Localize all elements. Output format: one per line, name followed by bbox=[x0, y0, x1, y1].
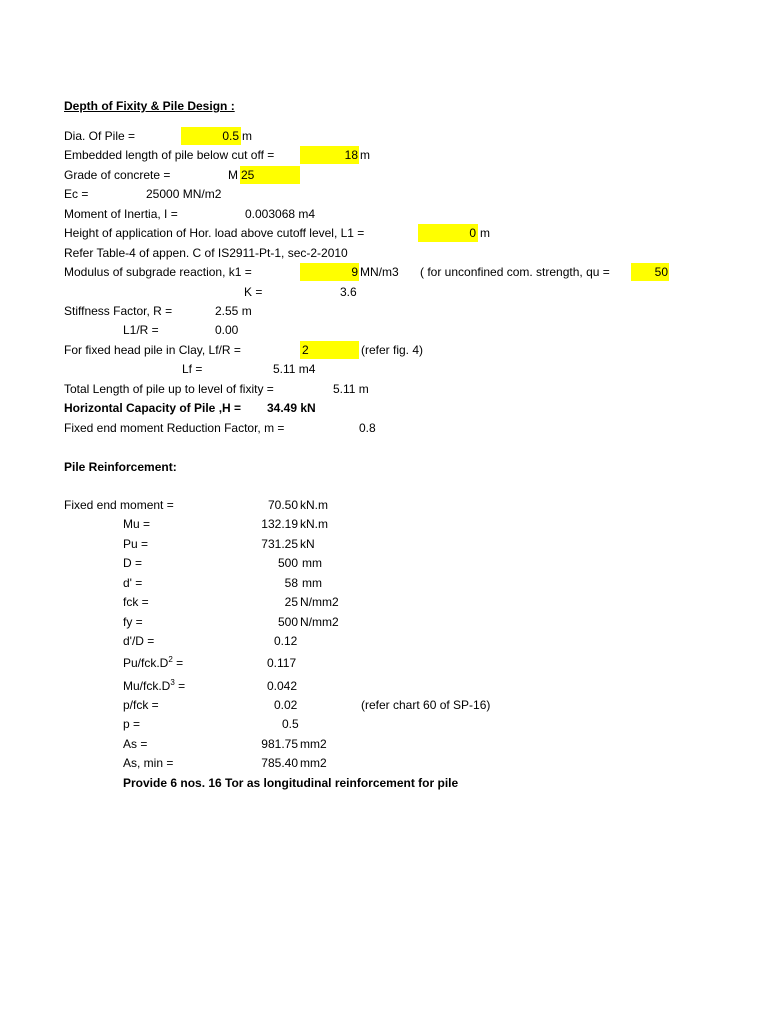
fy-label: fy = bbox=[123, 615, 143, 629]
qu-value: 50 bbox=[654, 265, 668, 279]
stiffness-label: Stiffness Factor, R = bbox=[64, 304, 173, 318]
reduction-value: 0.8 bbox=[359, 421, 376, 435]
provide-note: Provide 6 nos. 16 Tor as longitudinal reinforcement for pile bbox=[123, 776, 459, 790]
as-unit: mm2 bbox=[300, 737, 327, 751]
as-value: 981.75 bbox=[261, 737, 298, 751]
fem-label: Fixed end moment = bbox=[64, 498, 174, 512]
pu-fck-value: 0.117 bbox=[267, 656, 297, 670]
height-value: 0 bbox=[469, 226, 476, 240]
modulus-unit: MN/m3 bbox=[360, 265, 399, 279]
horizontal-capacity-value: 34.49 kN bbox=[267, 401, 316, 415]
l1r-value: 0.00 bbox=[215, 323, 239, 337]
stiffness-value: 2.55 m bbox=[215, 304, 252, 318]
lf-value: 5.11 m4 bbox=[273, 362, 316, 376]
total-length-label: Total Length of pile up to level of fixity = bbox=[64, 382, 274, 396]
mu-value: 132.19 bbox=[261, 517, 298, 531]
dprime-over-d-label: d'/D = bbox=[123, 634, 155, 648]
p-fck-ref: (refer chart 60 of SP-16) bbox=[361, 698, 491, 712]
dia-label: Dia. Of Pile = bbox=[64, 129, 136, 143]
moi-value: 0.003068 m4 bbox=[245, 207, 316, 221]
modulus-value: 9 bbox=[351, 265, 358, 279]
embed-value: 18 bbox=[344, 148, 358, 162]
horizontal-capacity-label: Horizontal Capacity of Pile ,H = bbox=[64, 401, 242, 415]
fy-unit: N/mm2 bbox=[300, 615, 339, 629]
fck-label: fck = bbox=[123, 595, 149, 609]
moi-label: Moment of Inertia, I = bbox=[64, 207, 178, 221]
pu-fck-label: $Pu/fck.D^2$ = bbox=[123, 655, 184, 670]
height-unit: m bbox=[480, 226, 490, 240]
p-fck-label: p/fck = bbox=[123, 698, 159, 712]
pu-fck-exponent: 2 bbox=[168, 655, 173, 664]
embed-unit: m bbox=[360, 148, 370, 162]
pu-label: Pu = bbox=[123, 537, 149, 551]
height-label: Height of application of Hor. load above cutoff level, L1 = bbox=[64, 226, 365, 240]
fy-value: 500 bbox=[277, 615, 298, 629]
page-title: Depth of Fixity & Pile Design : bbox=[64, 99, 235, 113]
l1r-label: L1/R = bbox=[123, 323, 159, 337]
pu-value: 731.25 bbox=[261, 537, 298, 551]
dia-unit: m bbox=[242, 129, 252, 143]
as-label: As = bbox=[123, 737, 148, 751]
grade-value: 25 bbox=[241, 168, 255, 182]
grade-prefix: M bbox=[228, 168, 238, 182]
d-label: D = bbox=[123, 556, 143, 570]
ec-label: Ec = bbox=[64, 187, 89, 201]
p-label: p = bbox=[123, 717, 141, 731]
dprime-over-d-value: 0.12 bbox=[274, 634, 298, 648]
k-value: 3.6 bbox=[340, 285, 357, 299]
fem-value: 70.50 bbox=[267, 498, 298, 512]
p-value: 0.5 bbox=[282, 717, 299, 731]
total-length-value: 5.11 m bbox=[333, 382, 369, 396]
embed-label: Embedded length of pile below cut off = bbox=[64, 148, 275, 162]
p-fck-value: 0.02 bbox=[274, 698, 298, 712]
as-min-unit: mm2 bbox=[300, 756, 327, 770]
mu-fck-exponent: 3 bbox=[170, 678, 175, 687]
dprime-unit: mm bbox=[302, 576, 322, 590]
grade-label: Grade of concrete = bbox=[64, 168, 171, 182]
mu-fck-label: $Mu/fck.D^3$ = bbox=[123, 678, 186, 693]
refer-table-note: Refer Table-4 of appen. C of IS2911-Pt-1, sec-2-2010 bbox=[64, 246, 348, 260]
d-value: 500 bbox=[277, 556, 298, 570]
ec-value: 25000 MN/m2 bbox=[146, 187, 222, 201]
fem-unit: kN.m bbox=[300, 498, 328, 512]
dprime-value: 58 bbox=[284, 576, 298, 590]
reduction-label: Fixed end moment Reduction Factor, m = bbox=[64, 421, 285, 435]
as-min-value: 785.40 bbox=[261, 756, 298, 770]
mu-fck-value: 0.042 bbox=[267, 679, 298, 693]
lf-label: Lf = bbox=[182, 362, 203, 376]
as-min-label: As, min = bbox=[123, 756, 174, 770]
fixed-head-label: For fixed head pile in Clay, Lf/R = bbox=[64, 343, 241, 357]
dprime-label: d' = bbox=[123, 576, 143, 590]
modulus-label: Modulus of subgrade reaction, k1 = bbox=[64, 265, 252, 279]
qu-label: ( for unconfined com. strength, qu = bbox=[420, 265, 610, 279]
mu-unit: kN.m bbox=[300, 517, 328, 531]
reinforcement-heading: Pile Reinforcement: bbox=[64, 460, 177, 474]
mu-label: Mu = bbox=[123, 517, 151, 531]
fck-value: 25 bbox=[284, 595, 298, 609]
fck-unit: N/mm2 bbox=[300, 595, 339, 609]
fixed-head-value: 2 bbox=[302, 343, 309, 357]
d-unit: mm bbox=[302, 556, 322, 570]
k-label: K = bbox=[244, 285, 263, 299]
dia-value: 0.5 bbox=[222, 129, 239, 143]
pu-unit: kN bbox=[300, 537, 315, 551]
fixed-head-ref: (refer fig. 4) bbox=[361, 343, 424, 357]
